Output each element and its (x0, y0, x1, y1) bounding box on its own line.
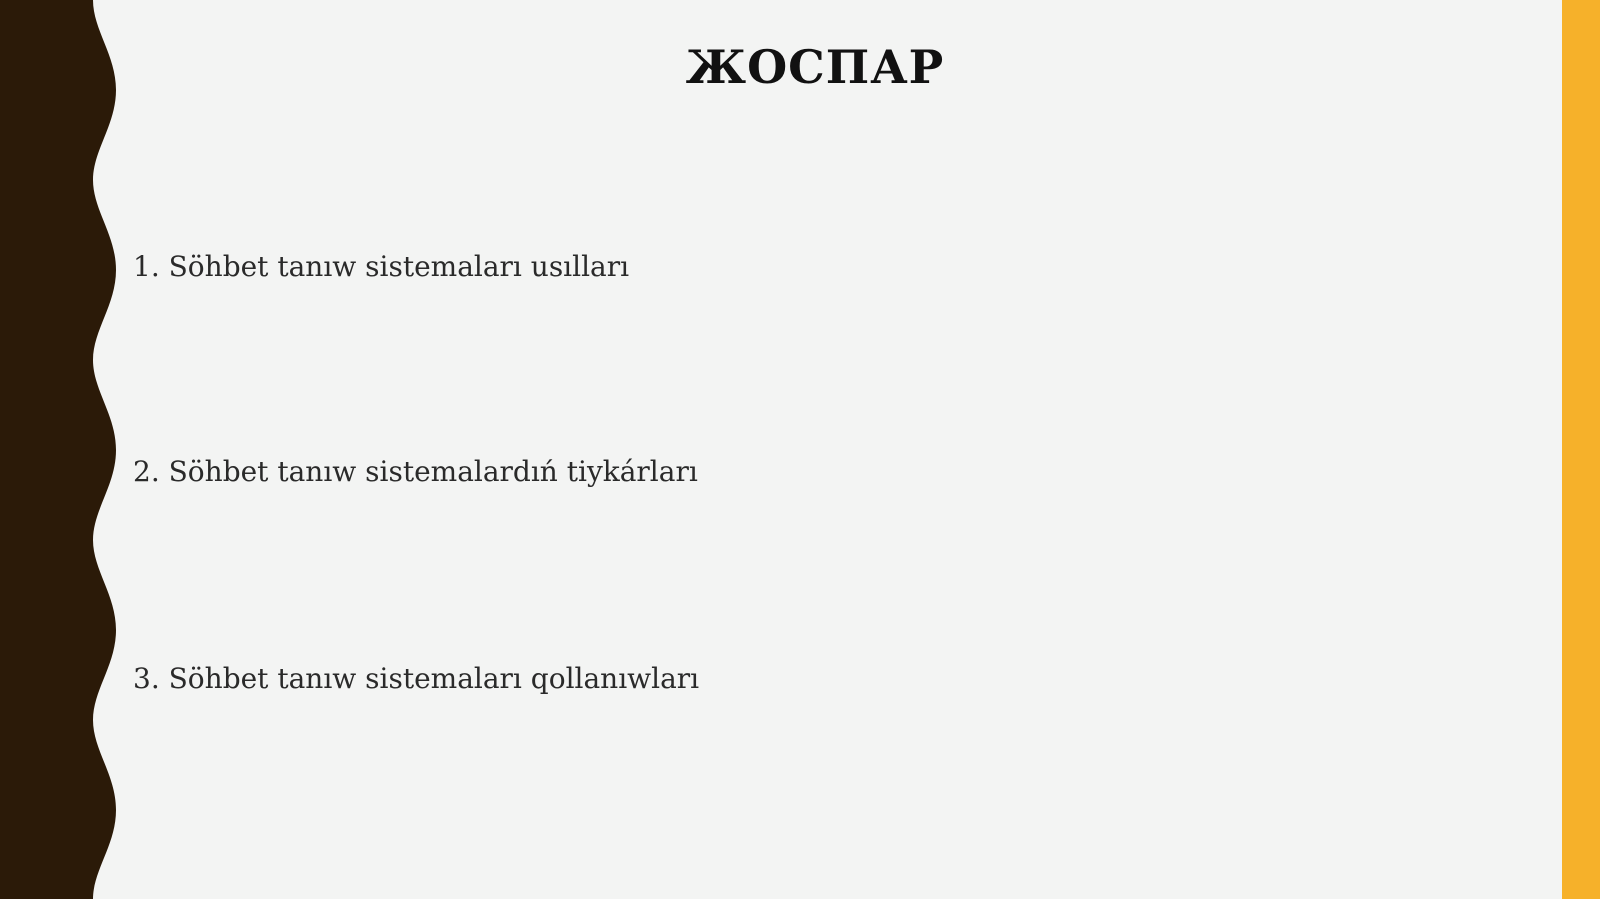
slide-title: ЖОСПАР (685, 40, 945, 94)
plan-item-2: 2. Söhbet tanıw sistemalardıń tiykárları (133, 455, 698, 488)
right-accent-bar (1562, 0, 1600, 899)
left-wavy-band (0, 0, 130, 899)
plan-item-1: 1. Söhbet tanıw sistemaları usılları (133, 250, 630, 283)
plan-item-3: 3. Söhbet tanıw sistemaları qollanıwları (133, 662, 700, 695)
